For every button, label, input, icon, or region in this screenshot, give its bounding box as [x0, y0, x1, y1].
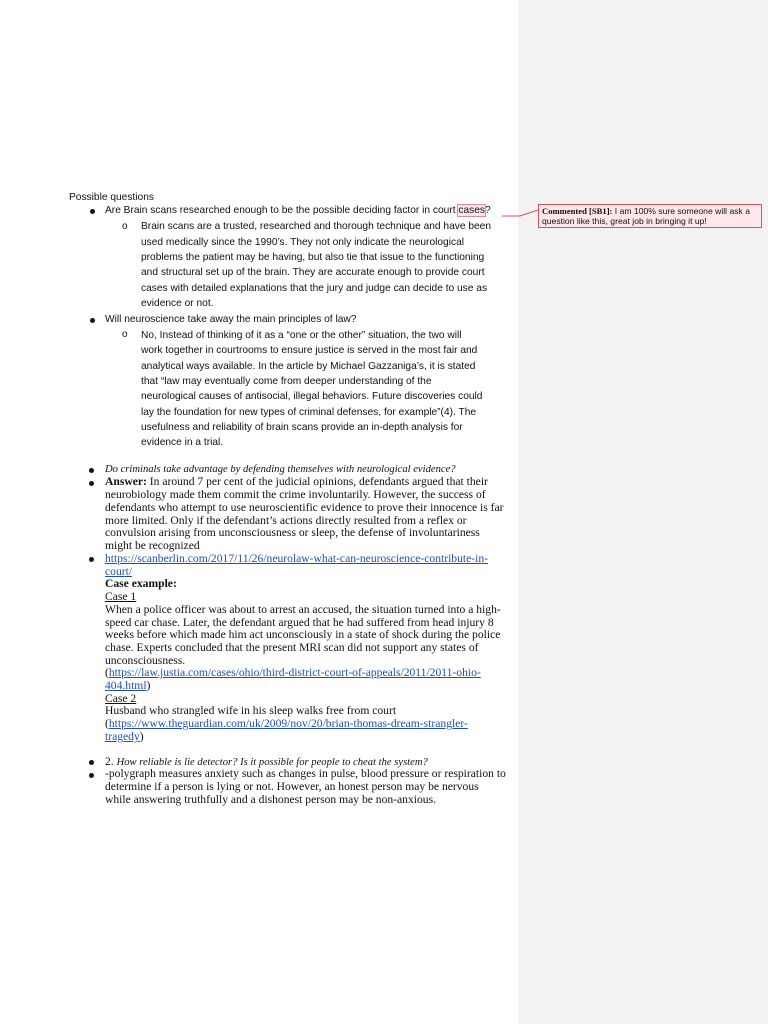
- case-1-link-line: (https://law.justia.com/cases/ohio/third-district-court-of-appeals/2011/2011-ohio-: [105, 666, 481, 679]
- case-2-link[interactable]: https://www.theguardian.com/uk/2009/nov/20/brian-thomas-dream-strangler-: [108, 717, 468, 730]
- source-link[interactable]: https://scanberlin.com/2017/11/26/neurolaw-what-can-neuroscience-contribute-in-: [105, 552, 489, 565]
- case-2-title: Case 2: [105, 692, 137, 705]
- case-1-link[interactable]: https://law.justia.com/cases/ohio/third-district-court-of-appeals/2011/2011-ohio-: [108, 666, 481, 679]
- case-2-link-line: (https://www.theguardian.com/uk/2009/nov/20/brian-thomas-dream-strangler-: [105, 717, 468, 730]
- case-2-text: Husband who strangled wife in his sleep walks free from court: [105, 704, 397, 717]
- answer-3-line: defendants who attempt to use neuroscientific evidence to prove their innocence is far: [105, 501, 504, 514]
- question-4-number: 2.: [105, 755, 117, 768]
- polygraph-line: -polygraph measures anxiety such as changes in pulse, blood pressure or respiration to: [105, 767, 506, 780]
- answer-1-line: used medically since the 1990’s. They not only indicate the neurological: [141, 237, 464, 248]
- answer-3-line: neurobiology made them commit the crime involuntarily. However, the success of: [105, 488, 486, 501]
- comment-balloon[interactable]: [538, 204, 762, 228]
- comment-connector-line: [500, 206, 540, 218]
- page-heading: Possible questions: [69, 192, 154, 203]
- answer-3-first-line: [105, 476, 488, 489]
- case-1-line: speed car chase. Later, the defendant argued that he had suffered from head injury 8: [105, 616, 494, 629]
- bullet-icon: [89, 773, 94, 778]
- answer-1-line: cases with detailed explanations that the jury and judge can decide to use as: [141, 283, 488, 294]
- answer-3-line: might be recognized: [105, 539, 200, 552]
- answer-2-line: neurological causes of antisocial, illegal behaviors. Future discoveries could: [141, 391, 483, 402]
- answer-2-line: lay the foundation for new types of criminal defenses, for example”(4). The: [141, 407, 477, 418]
- case-example-label: Case example:: [105, 577, 177, 590]
- answer-1-line: and structural set up of the brain. They are accurate enough to provide court: [141, 267, 485, 278]
- answer-2-line: analytical ways available. In the article by Michael Gazzaniga’s, it is stated: [141, 361, 476, 372]
- answer-2-line: evidence in a trial.: [141, 437, 224, 448]
- commented-highlight[interactable]: cases: [458, 205, 486, 216]
- polygraph-line: while answering truthfully and a dishonest person may be non-anxious.: [105, 793, 436, 806]
- outline-bullet-icon: o: [122, 221, 128, 232]
- comment-text: I am 100% sure someone will ask a: [612, 206, 750, 216]
- answer-1-line: evidence or not.: [141, 298, 214, 309]
- answer-3-line: In around 7 per cent of the judicial opinions, defendants argued that their: [146, 475, 488, 488]
- comments-margin-pane: [518, 0, 768, 1024]
- outline-bullet-icon: o: [122, 329, 128, 340]
- answer-3-line: convulsion arising from unconsciousness or sleep, the defense of involuntariness: [105, 526, 480, 539]
- bullet-icon: [89, 481, 94, 486]
- question-1-text: Are Brain scans researched enough to be the possible deciding factor in court: [105, 205, 459, 216]
- answer-2-line: work together in courtrooms to ensure justice is served in the most fair and: [141, 345, 478, 356]
- case-1-line: When a police officer was about to arrest an accused, the situation turned into a high-: [105, 603, 501, 616]
- question-1-mark: ?: [485, 205, 491, 216]
- bullet-icon: [90, 318, 95, 323]
- source-link[interactable]: court/: [105, 565, 133, 578]
- comment-tag: Commented [SB1]:: [542, 206, 613, 216]
- question-1: [105, 205, 491, 218]
- answer-3-line: more limited. Only if the defendant’s actions directly resulted from a reflex or: [105, 514, 467, 527]
- case-1-link[interactable]: 404.html: [105, 679, 147, 692]
- case-1-line: weeks before which made him act unconsciously in a state of shock during the police: [105, 628, 501, 641]
- answer-label: Answer:: [105, 475, 147, 488]
- comment-first-line: [542, 206, 758, 216]
- case-1-title: Case 1: [105, 590, 137, 603]
- question-2: Will neuroscience take away the main principles of law?: [105, 314, 357, 325]
- bullet-icon: [89, 557, 94, 562]
- case-1-line: unconsciousness.: [105, 654, 186, 667]
- case-1-line: chase. Experts concluded that the present MRI scan did not support any states of: [105, 641, 479, 654]
- case-2-link-line: tragedy): [105, 730, 144, 743]
- bullet-icon: [90, 209, 95, 214]
- case-1-link-line: 404.html): [105, 679, 151, 692]
- answer-2-line: No, Instead of thinking of it as a “one or the other” situation, the two will: [141, 330, 462, 341]
- answer-2-line: usefulness and reliability of brain scans provide an in-depth analysis for: [141, 422, 463, 433]
- bullet-icon: [89, 760, 94, 765]
- case-2-link[interactable]: tragedy: [105, 730, 140, 743]
- polygraph-line: determine if a person is lying or not. However, an honest person may be nervous: [105, 780, 479, 793]
- bullet-icon: [89, 468, 94, 473]
- answer-1-line: Brain scans are a trusted, researched and thorough technique and have been: [141, 221, 492, 232]
- comment-text: question like this, great job in bringing it up!: [542, 216, 707, 227]
- question-4-text: How reliable is lie detector? Is it possible for people to cheat the system?: [116, 757, 428, 768]
- question-3: Do criminals take advantage by defending themselves with neurological evidence?: [105, 464, 456, 475]
- answer-1-line: problems the patient may be having, but also tie that issue to the functioning: [141, 252, 485, 263]
- answer-2-line: that “law may eventually come from deeper understanding of the: [141, 376, 432, 387]
